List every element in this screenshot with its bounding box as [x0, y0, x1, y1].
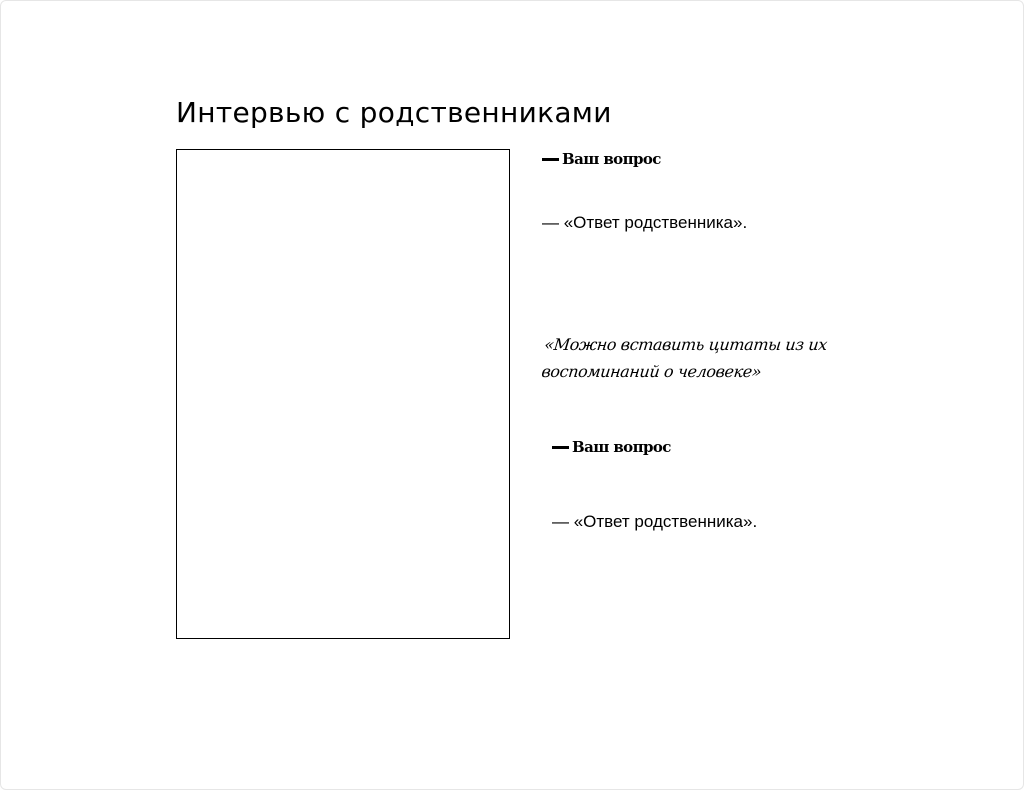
photo-placeholder: [176, 149, 510, 639]
question-1: [542, 150, 661, 168]
quote-line-2: воспоминаний о человеке»: [540, 362, 763, 381]
memory-quote: [540, 331, 866, 385]
answer-1: — «Ответ родственника».: [542, 213, 748, 232]
dash-icon: [552, 446, 569, 449]
page-title: Интервью с родственниками: [176, 96, 612, 129]
quote-line-1: «Можно вставить цитаты из их: [543, 335, 828, 354]
answer-2: — «Ответ родственника».: [552, 512, 758, 531]
question-2-text: Ваш вопрос: [572, 438, 671, 456]
dash-icon: [542, 158, 559, 161]
question-1-text: Ваш вопрос: [562, 150, 661, 168]
question-2: [552, 438, 671, 456]
